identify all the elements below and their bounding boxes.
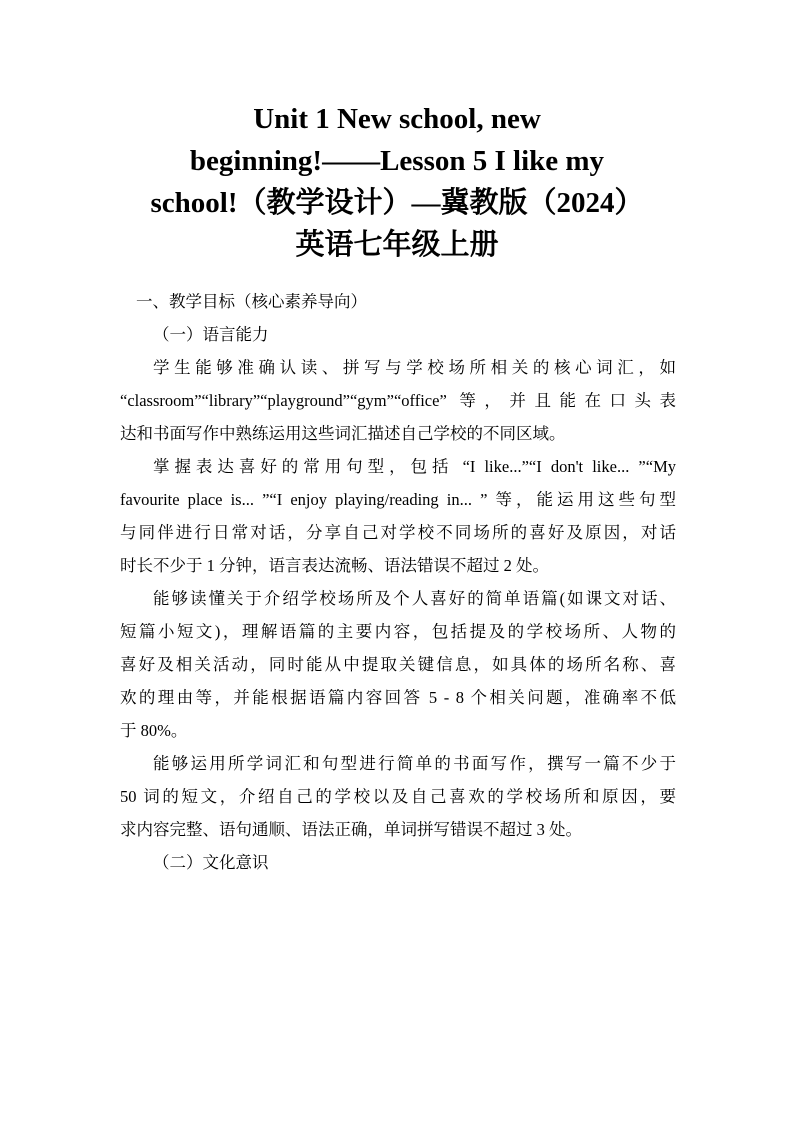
paragraph-line: 与同伴进行日常对话，分享自己对学校不同场所的喜好及原因，对话 <box>120 523 676 542</box>
paragraph <box>120 747 676 846</box>
paragraph-line: 欢的理由等，并能根据语篇内容回答 5 - 8 个相关问题，准确率不低 <box>120 688 676 707</box>
paragraph-line: “classroom”“library”“playground”“gym”“office” 等，并且能在口头表 <box>120 391 676 410</box>
paragraph-line: favourite place is... ”“I enjoy playing/reading in... ” 等，能运用这些句型 <box>120 490 676 509</box>
title-line: school!（教学设计）—冀教版（2024） <box>150 187 644 219</box>
subsection-heading: （一）语言能力 <box>153 325 269 344</box>
title-line: 英语七年级上册 <box>295 229 499 261</box>
paragraph-line: 短篇小短文)，理解语篇的主要内容，包括提及的学校场所、人物的 <box>120 622 676 641</box>
paragraph-line: 于 80%。 <box>120 721 188 740</box>
paragraph-line: 50 词的短文，介绍自己的学校以及自己喜欢的学校场所和原因，要 <box>120 787 676 806</box>
paragraph-line: 能够读懂关于介绍学校场所及个人喜好的简单语篇(如课文对话、 <box>153 589 676 608</box>
paragraph-line: 求内容完整、语句通顺、语法正确，单词拼写错误不超过 3 处。 <box>120 820 582 839</box>
document-body <box>120 285 676 879</box>
title-line: beginning!——Lesson 5 I like my <box>189 145 605 177</box>
paragraph-line: 能够运用所学词汇和句型进行简单的书面写作，撰写一篇不少于 <box>153 754 676 773</box>
paragraph-line: 时长不少于 1 分钟，语言表达流畅、语法错误不超过 2 处。 <box>120 556 549 575</box>
paragraph-line: 达和书面写作中熟练运用这些词汇描述自己学校的不同区域。 <box>120 424 566 443</box>
paragraph <box>120 351 676 450</box>
document-title <box>110 98 684 266</box>
paragraph-line: 学生能够准确认读、拼写与学校场所相关的核心词汇，如 <box>153 358 676 377</box>
section-heading: 一、教学目标（核心素养导向） <box>136 292 367 311</box>
title-line: Unit 1 New school, new <box>253 103 541 135</box>
paragraph <box>120 582 676 747</box>
paragraph-line: 掌握表达喜好的常用句型，包括 “I like...”“I don't like... ”“My <box>153 457 676 476</box>
paragraph-line: 喜好及相关活动，同时能从中提取关键信息，如具体的场所名称、喜 <box>120 655 676 674</box>
paragraph <box>120 450 676 582</box>
subsection-heading: （二）文化意识 <box>153 853 269 872</box>
